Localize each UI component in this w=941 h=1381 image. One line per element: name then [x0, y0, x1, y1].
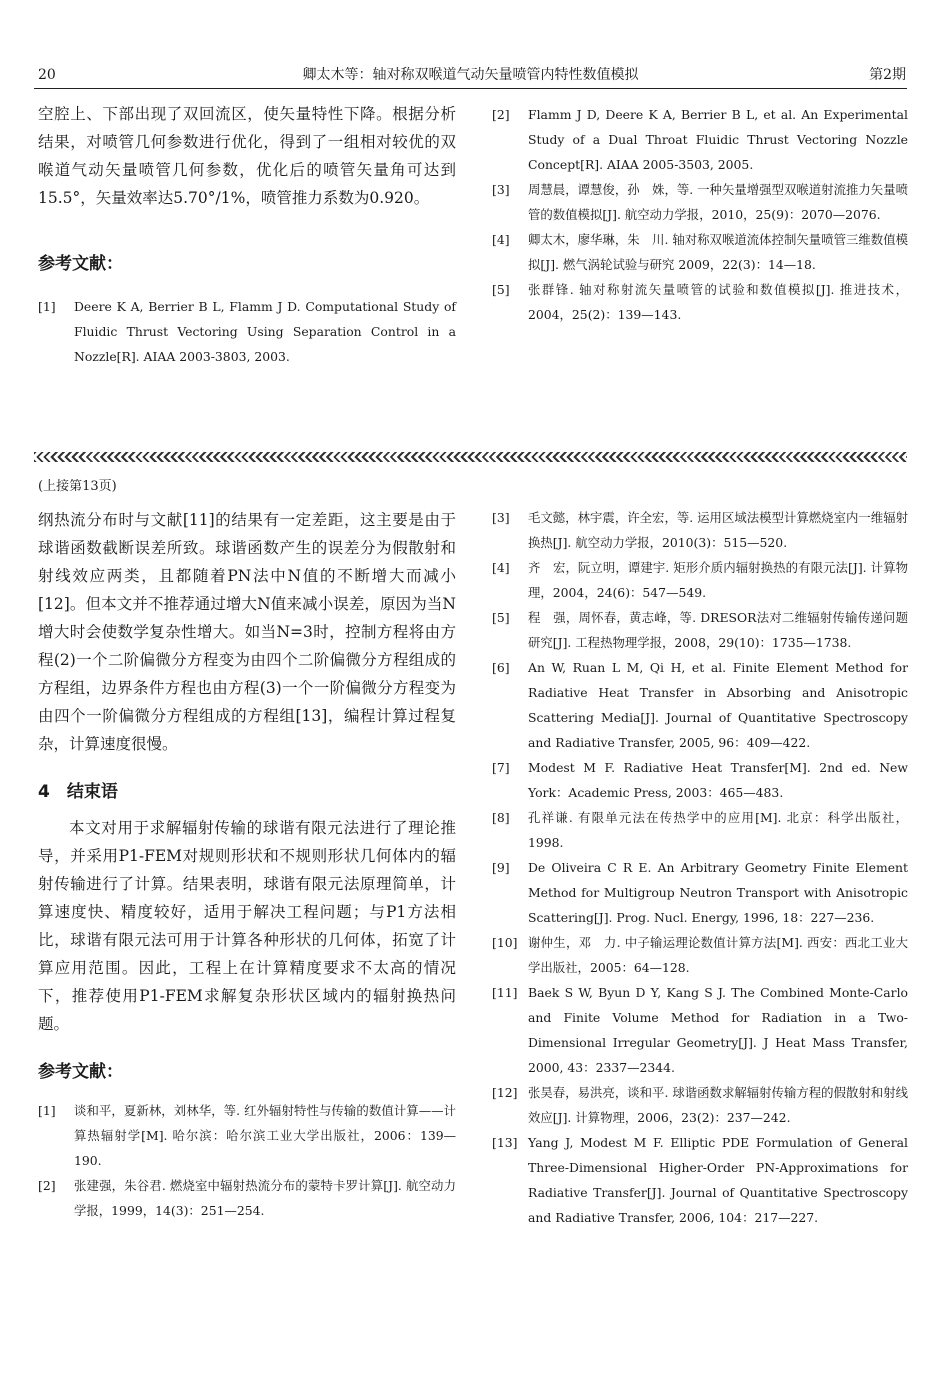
reference-item: [492, 555, 908, 605]
reference-item: [492, 980, 908, 1080]
continued-from-note: (上接第13页): [38, 479, 117, 494]
section-heading: 4 结束语: [38, 782, 118, 802]
reference-text: Flamm J D, Deere K A, Berrier B L, et al. An Experimental Study of a Dual Throat Fluidic Thrust Vectoring Nozzle Concept[R]. AIAA 2005-3503, 2005.: [528, 107, 908, 172]
reference-number: [4]: [492, 232, 510, 247]
reference-number: [5]: [492, 282, 510, 297]
reference-number: [2]: [492, 107, 510, 122]
conclusion-paragraph: 本文对用于求解辐射传输的球谐有限元法进行了理论推导，并采用P1-FEM对规则形状和不规则形状几何体内的辐射传输进行了计算。结果表明，球谐有限元法原理简单，计算速度快、精度较好，适用于解决工程问题；与P1方法相比，球谐有限元法可用于计算各种形状的几何体，拓宽了计算应用范围。因此，工程上在计算精度要求不太高的情况下，推荐使用P1-FEM求解复杂形状区域内的辐射换热问题。: [38, 819, 456, 1033]
bottom-right-column: [492, 505, 908, 1230]
reference-item: [492, 605, 908, 655]
reference-text: Yang J, Modest M F. Elliptic PDE Formulation of General Three-Dimensional Higher-Order PN-Approximations for Radiative Transfer[J]. Journal of Quantitative Spectroscopy and Radiative Transfer, 2006, 104：217—227.: [528, 1135, 908, 1225]
reference-number: [4]: [492, 560, 510, 575]
reference-list: [38, 294, 456, 369]
references-heading: 参考文献：: [38, 1062, 123, 1082]
reference-item: [38, 294, 456, 369]
reference-number: [8]: [492, 810, 510, 825]
reference-text: 周慧晨，谭慧俊，孙 姝，等. 一种矢量增强型双喉道射流推力矢量喷管的数值模拟[J]. 航空动力学报，2010，25(9)：2070—2076.: [528, 182, 908, 222]
reference-number: [2]: [38, 1178, 56, 1193]
reference-text: 卿太木，廖华琳，朱 川. 轴对称双喉道流体控制矢量喷管三维数值模拟[J]. 燃气涡轮试验与研究 2009，22(3)：14—18.: [528, 232, 908, 272]
reference-number: [5]: [492, 610, 510, 625]
reference-number: [1]: [38, 299, 56, 314]
reference-item: [492, 1130, 908, 1230]
reference-text: 谢仲生，邓 力. 中子输运理论数值计算方法[M]. 西安：西北工业大学出版社，2005：64—128.: [528, 935, 908, 975]
page-number: 20: [38, 67, 56, 83]
reference-text: De Oliveira C R E. An Arbitrary Geometry Finite Element Method for Multigroup Neutron Transport with Anisotropic Scattering[J]. Prog. Nucl. Energy, 1996, 18：227—236.: [528, 860, 908, 925]
reference-number: [3]: [492, 182, 510, 197]
reference-number: [9]: [492, 860, 510, 875]
reference-number: [3]: [492, 510, 510, 525]
reference-item: [492, 1080, 908, 1130]
references-heading: 参考文献：: [38, 254, 123, 274]
reference-text: 孔祥谦. 有限单元法在传热学中的应用[M]. 北京：科学出版社，1998.: [528, 810, 908, 850]
reference-item: [492, 227, 908, 277]
reference-item: [38, 1173, 456, 1223]
reference-item: [492, 655, 908, 755]
reference-item: [38, 1098, 456, 1173]
header-rule: [34, 88, 907, 89]
reference-text: Deere K A, Berrier B L, Flamm J D. Computational Study of Fluidic Thrust Vectoring Using Separation Control in a Nozzle[R]. AIAA 2003-3803, 2003.: [74, 299, 456, 364]
reference-item: [492, 102, 908, 177]
reference-text: 张群锋. 轴对称射流矢量喷管的试验和数值模拟[J]. 推进技术，2004，25(2)：139—143.: [528, 282, 908, 322]
reference-number: [10]: [492, 935, 518, 950]
reference-number: [11]: [492, 985, 518, 1000]
reference-number: [13]: [492, 1135, 518, 1150]
conclusion-paragraph: 空腔上、下部出现了双回流区，使矢量特性下降。根据分析结果，对喷管几何参数进行优化，得到了一组相对较优的双喉道气动矢量喷管几何参数，优化后的喷管矢量角可达到15.5°，矢量效率达5.70°/1%，喷管推力系数为0.920。: [38, 105, 456, 207]
reference-item: [492, 505, 908, 555]
reference-item: [492, 277, 908, 327]
reference-text: 张建强，朱谷君. 燃烧室中辐射热流分布的蒙特卡罗计算[J]. 航空动力学报，1999，14(3)：251—254.: [74, 1178, 456, 1218]
reference-number: [7]: [492, 760, 510, 775]
reference-item: [492, 930, 908, 980]
bottom-left-column: [38, 478, 456, 1223]
reference-text: 齐 宏，阮立明，谭建宇. 矩形介质内辐射换热的有限元法[J]. 计算物理，2004，24(6)：547—549.: [528, 560, 908, 600]
reference-number: [6]: [492, 660, 510, 675]
running-title: 卿太木等：轴对称双喉道气动矢量喷管内特性数值模拟: [302, 67, 639, 83]
reference-item: [492, 755, 908, 805]
top-right-column: [492, 102, 908, 327]
reference-text: 程 强，周怀春，黄志峰，等. DRESOR法对二维辐射传输传递问题研究[J]. 工程热物理学报，2008，29(10)：1735—1738.: [528, 610, 908, 650]
top-left-column: [38, 100, 456, 369]
reference-text: 谈和平，夏新林，刘林华，等. 红外辐射特性与传输的数值计算——计算热辐射学[M]. 哈尔滨：哈尔滨工业大学出版社，2006：139—190.: [74, 1103, 456, 1168]
reference-text: Modest M F. Radiative Heat Transfer[M]. 2nd ed. New York：Academic Press, 2003：465—483.: [528, 760, 908, 800]
reference-item: [492, 177, 908, 227]
section-divider: [34, 452, 907, 462]
reference-text: 毛文懿，林宇震，许全宏，等. 运用区域法模型计算燃烧室内一维辐射换热[J]. 航空动力学报，2010(3)：515—520.: [528, 510, 908, 550]
reference-text: 张昊春，易洪亮，谈和平. 球谐函数求解辐射传输方程的假散射和射线效应[J]. 计算物理，2006，23(2)：237—242.: [528, 1085, 908, 1125]
reference-item: [492, 855, 908, 930]
reference-text: An W, Ruan L M, Qi H, et al. Finite Element Method for Radiative Heat Transfer in Absorbing and Anisotropic Scattering Media[J]. Journal of Quantitative Spectroscopy and Radiative Transfer, 2005, 96：409—422.: [528, 660, 908, 750]
issue-number: 第2期: [869, 67, 906, 83]
reference-text: Baek S W, Byun D Y, Kang S J. The Combined Monte-Carlo and Finite Volume Method for Radiation in a Two-Dimensional Irregular Geometry[J]. J Heat Mass Transfer, 2000, 43：2337—2344.: [528, 985, 908, 1075]
reference-item: [492, 805, 908, 855]
body-paragraph: 纲热流分布时与文献[11]的结果有一定差距，这主要是由于球谐函数截断误差所致。球谐函数产生的误差分为假散射和射线效应两类，且都随着PN法中N值的不断增大而减小[12]。但本文并不推荐通过增大N值来减小误差，原因为当N增大时会使数学复杂性增大。如当N=3时，控制方程将由方程(2)一个二阶偏微分方程变为由四个二阶偏微分方程组成的方程组，边界条件方程也由方程(3)一个一阶偏微分方程变为由四个一阶偏微分方程组成的方程组[13]，编程计算过程复杂，计算速度很慢。: [38, 511, 456, 753]
reference-list: [38, 1098, 456, 1223]
reference-number: [12]: [492, 1085, 518, 1100]
reference-number: [1]: [38, 1103, 56, 1118]
